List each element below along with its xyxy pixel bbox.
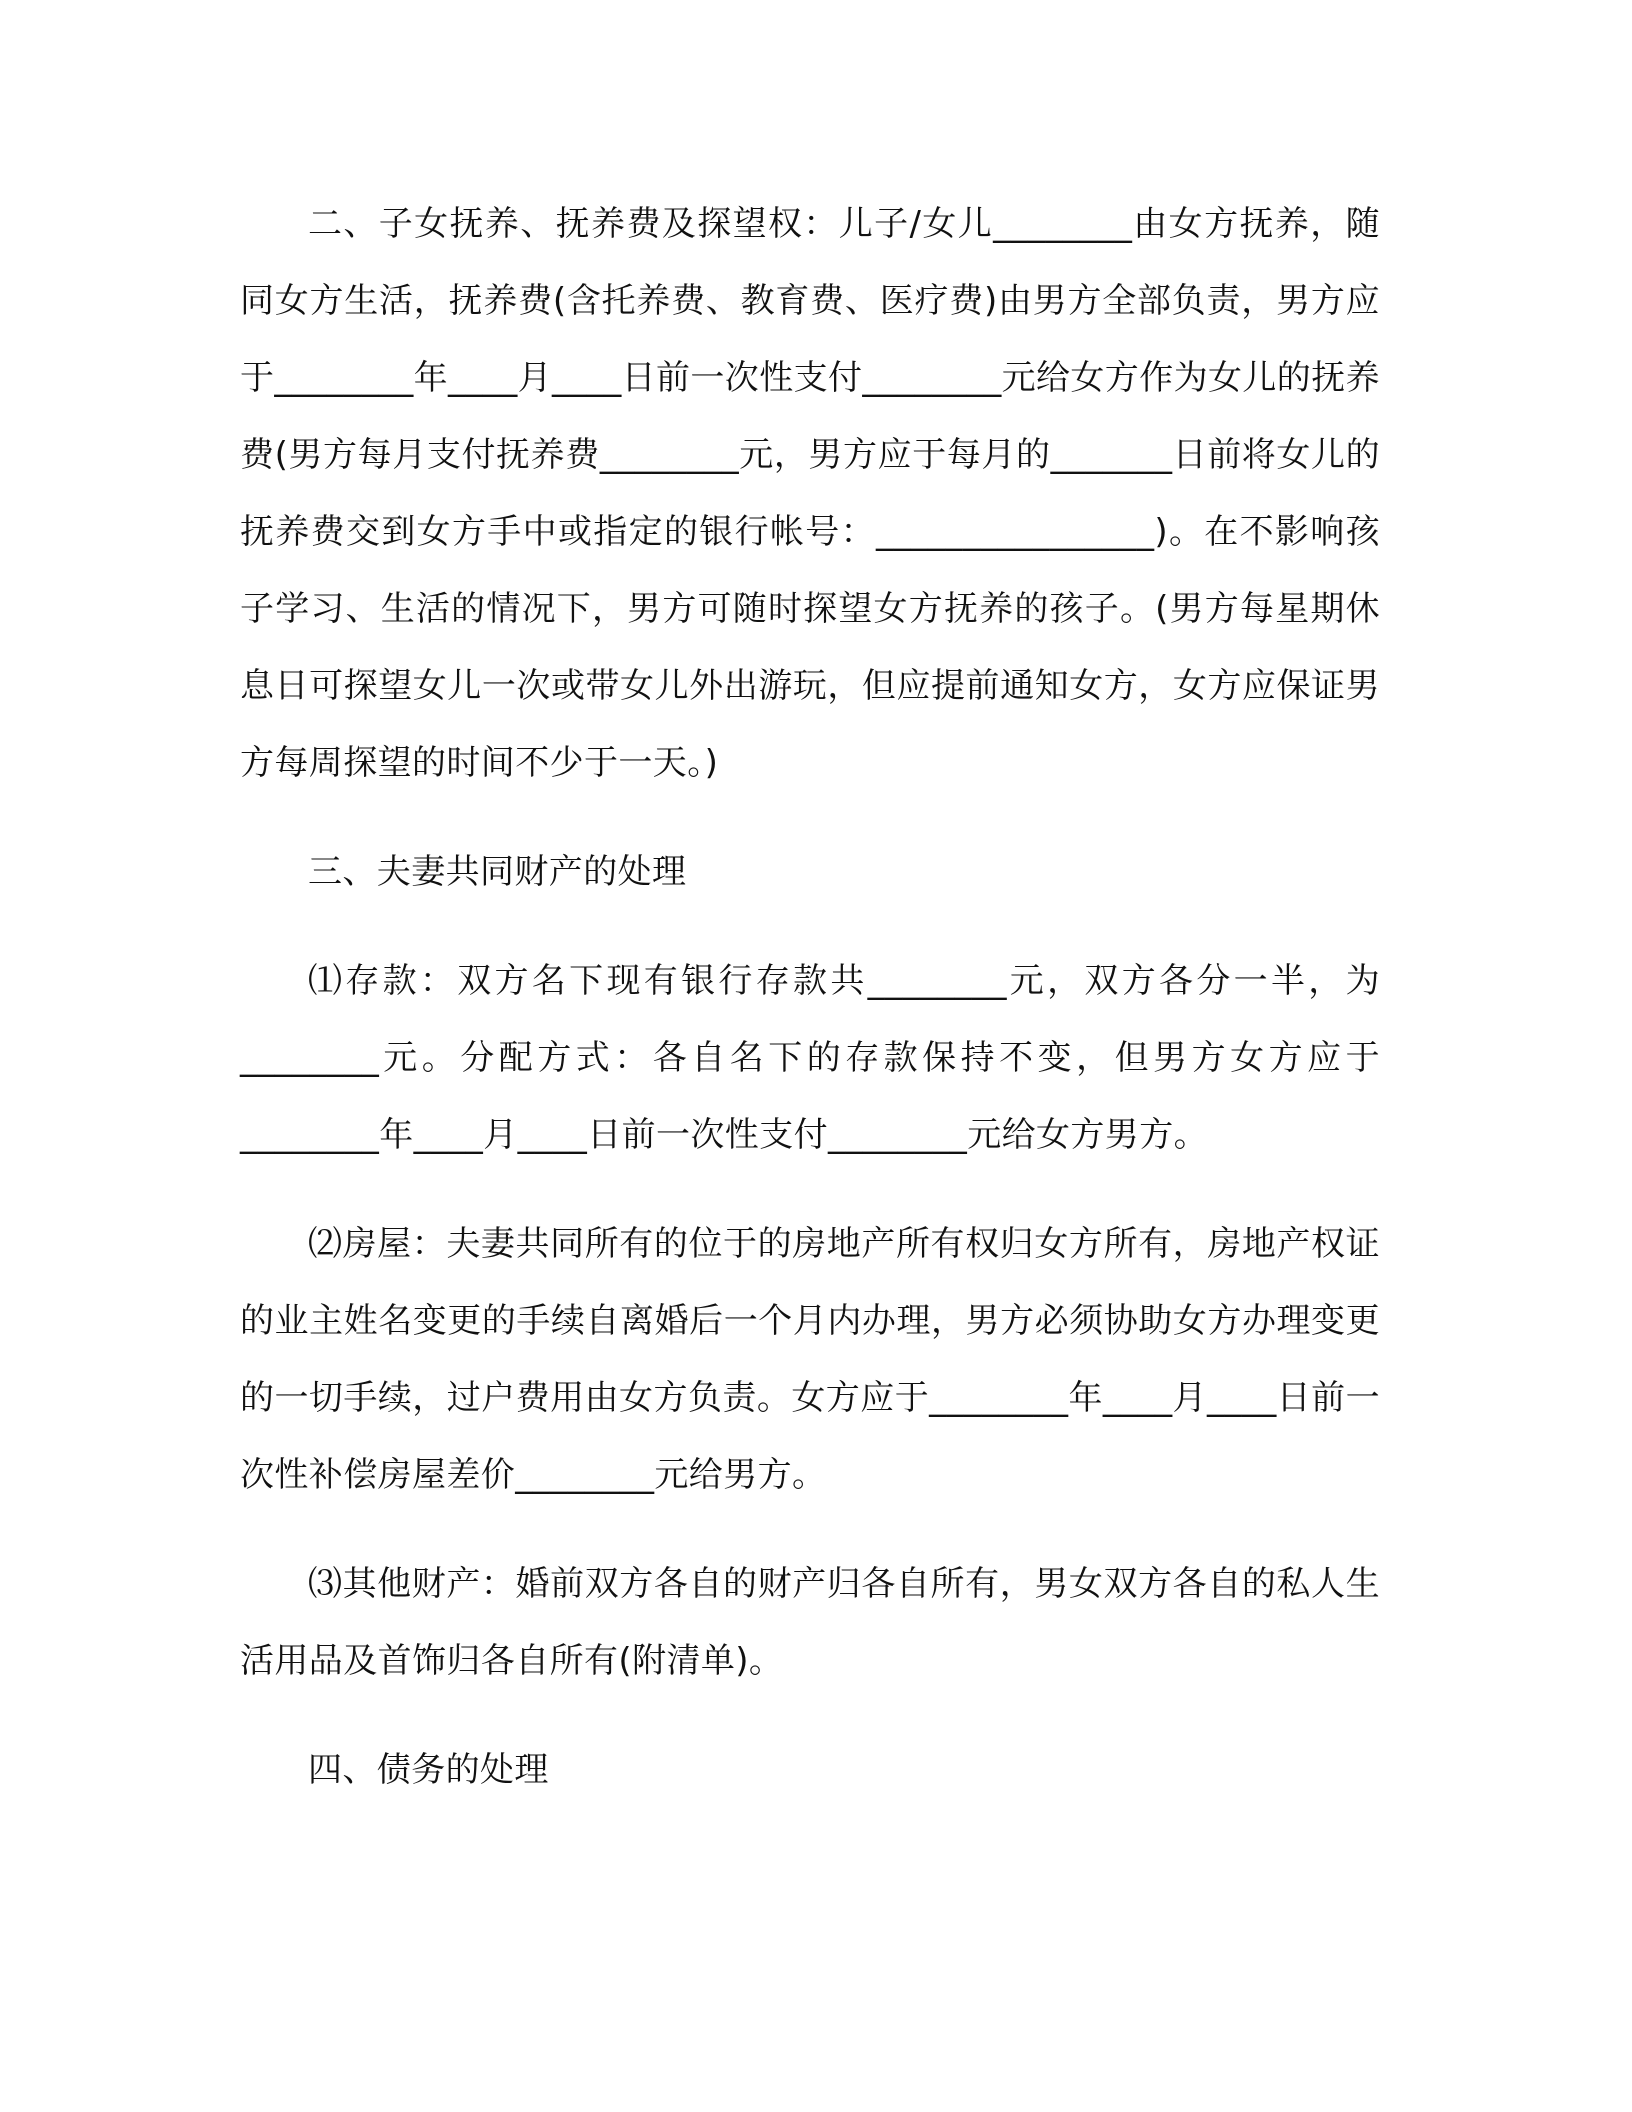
section-3-item-3-other-property: ⑶其他财产：婚前双方各自的财产归各自所有，男女双方各自的私人生活用品及首饰归各自所有(附清单)。	[240, 1564, 1380, 1681]
section-2-child-custody-paragraph: 二、子女抚养、抚养费及探望权：儿子/女儿________由女方抚养，随同女方生活，抚养费(含托养费、教育费、医疗费)由男方全部负责，男方应于________年____月____日前一次性支付________元给女方作为女儿的抚养费(男方每月支付抚养费________元，男方应于每月的_______日前将女儿的抚养费交到女方手中或指定的银行帐号：________________)。在不影响孩子学习、生活的情况下，男方可随时探望女方抚养的孩子。(男方每星期休息日可探望女儿一次或带女儿外出游玩，但应提前通知女方，女方应保证男方每周探望的时间不少于一天。)	[240, 204, 1380, 783]
section-3-item-1-deposits: ⑴存款：双方名下现有银行存款共________元，双方各分一半，为________元。分配方式：各自名下的存款保持不变，但男方女方应于________年____月____日前一次性支付________元给女方男方。	[240, 961, 1380, 1155]
section-3-heading: 三、夫妻共同财产的处理	[308, 852, 687, 892]
document-body	[240, 186, 1380, 1809]
section-4-heading: 四、债务的处理	[308, 1750, 549, 1790]
section-3-item-2-house: ⑵房屋：夫妻共同所有的位于的房地产所有权归女方所有，房地产权证的业主姓名变更的手续自离婚后一个月内办理，男方必须协助女方办理变更的一切手续，过户费用由女方负责。女方应于________年____月____日前一次性补偿房屋差价________元给男方。	[240, 1224, 1380, 1495]
